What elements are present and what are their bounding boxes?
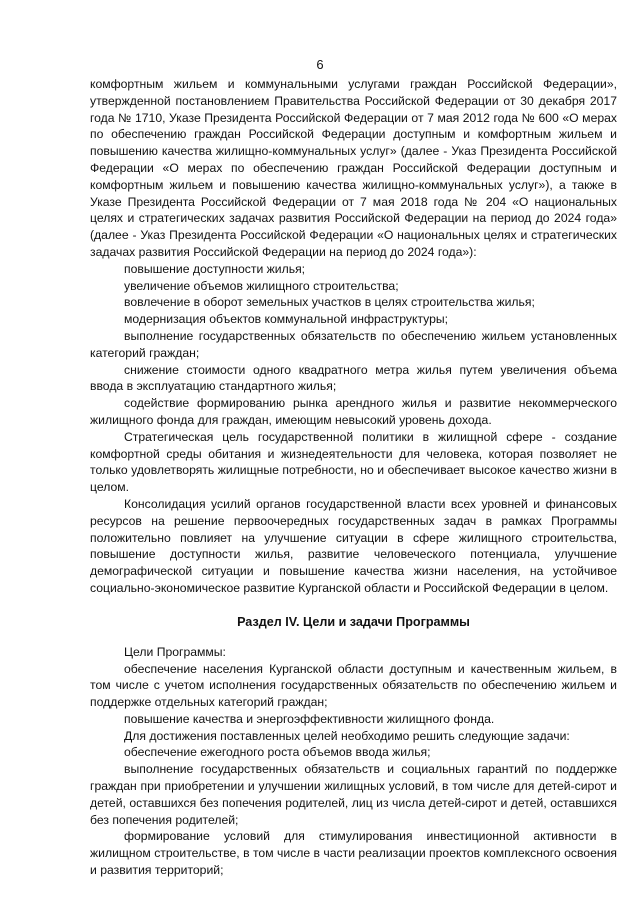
list-item: выполнение государственных обязательств по обеспечению жильем установленных категорий граждан; [90, 328, 617, 360]
list-item: обеспечение населения Курганской области доступным и качественным жильем, в том числе с учетом исполнения государственных обязательств по обеспечению жильем и поддержке отдельных категорий граждан; [90, 661, 617, 710]
paragraph: Стратегическая цель государственной политики в жилищной сфере - создание комфортной среды обитания и жизнедеятельности для человека, которая позволяет не только удовлетворять жилищные потребности, но и обеспечивает высокое качество жизни в целом. [90, 429, 617, 495]
paragraph: Цели Программы: [124, 644, 226, 659]
list-item: повышение качества и энергоэффективности жилищного фонда. [124, 711, 495, 726]
list-item: содействие формированию рынка арендного жилья и развитие некоммерческого жилищного фонда для граждан, имеющим невысокий уровень дохода. [90, 396, 617, 427]
list-item: формирование условий для стимулирования инвестиционной активности в жилищном строительстве, в том числе в части реализации проектов комплексного освоения и развития территорий; [90, 829, 617, 878]
list-item: увеличение объемов жилищного строительства; [124, 278, 399, 293]
paragraph: Для достижения поставленных целей необходимо решить следующие задачи: [124, 728, 570, 743]
document-body [90, 76, 617, 879]
list-item: обеспечение ежегодного роста объемов ввода жилья; [124, 745, 431, 760]
list-item: снижение стоимости одного квадратного метра жилья путем увеличения объема ввода в эксплуатацию стандартного жилья; [90, 362, 617, 394]
list-item: повышение доступности жилья; [124, 261, 306, 276]
section-heading: Раздел IV. Цели и задачи Программы [237, 614, 470, 629]
list-item: вовлечение в оборот земельных участков в целях строительства жилья; [124, 295, 535, 310]
spacer [90, 597, 617, 601]
list-item: модернизация объектов коммунальной инфраструктуры; [124, 312, 449, 327]
page-number: 6 [316, 57, 324, 72]
paragraph-continuation: комфортным жильем и коммунальными услугами граждан Российской Федерации», утвержденной постановлением Правительства Российской Федерации от 30 декабря 2017 года № 1710, Указе Президента Российской Федерации от 7 мая 2012 года № 600 «О мерах по обеспечению граждан Российской Федерации доступным и комфортным жильем и повышению качества жилищно-коммунальных услуг» (далее - Указ Президента Российской Федерации «О мерах по обеспечению граждан Российской Федерации доступным и комфортным жильем и повышению качества жилищно-коммунальных услуг»), а также в Указе Президента Российской Федерации от 7 мая 2018 года № 204 «О национальных целях и стратегических задачах развития Российской Федерации на период до 2024 года» (далее - Указ Президента Российской Федерации «О национальных целях и стратегических задачах развития Российской Федерации на период до 2024 года»): [90, 77, 617, 259]
paragraph: Консолидация усилий органов государственной власти всех уровней и финансовых ресурсов на решение первоочередных государственных задач в рамках Программы положительно повлияет на улучшение ситуации в сфере жилищного строительства, повышение доступности жилья, развитие человеческого потенциала, улучшение демографической ситуации и повышение качества жизни населения, на устойчивое социально-экономическое развитие Курганской области и Российской Федерации в целом. [90, 496, 617, 595]
list-item: выполнение государственных обязательств и социальных гарантий по поддержке граждан при приобретении и улучшении жилищных условий, в том числе для детей-сирот и детей, оставшихся без попечения родителей, лиц из числа детей-сирот и детей, оставшихся без попечения родителей; [90, 762, 617, 827]
